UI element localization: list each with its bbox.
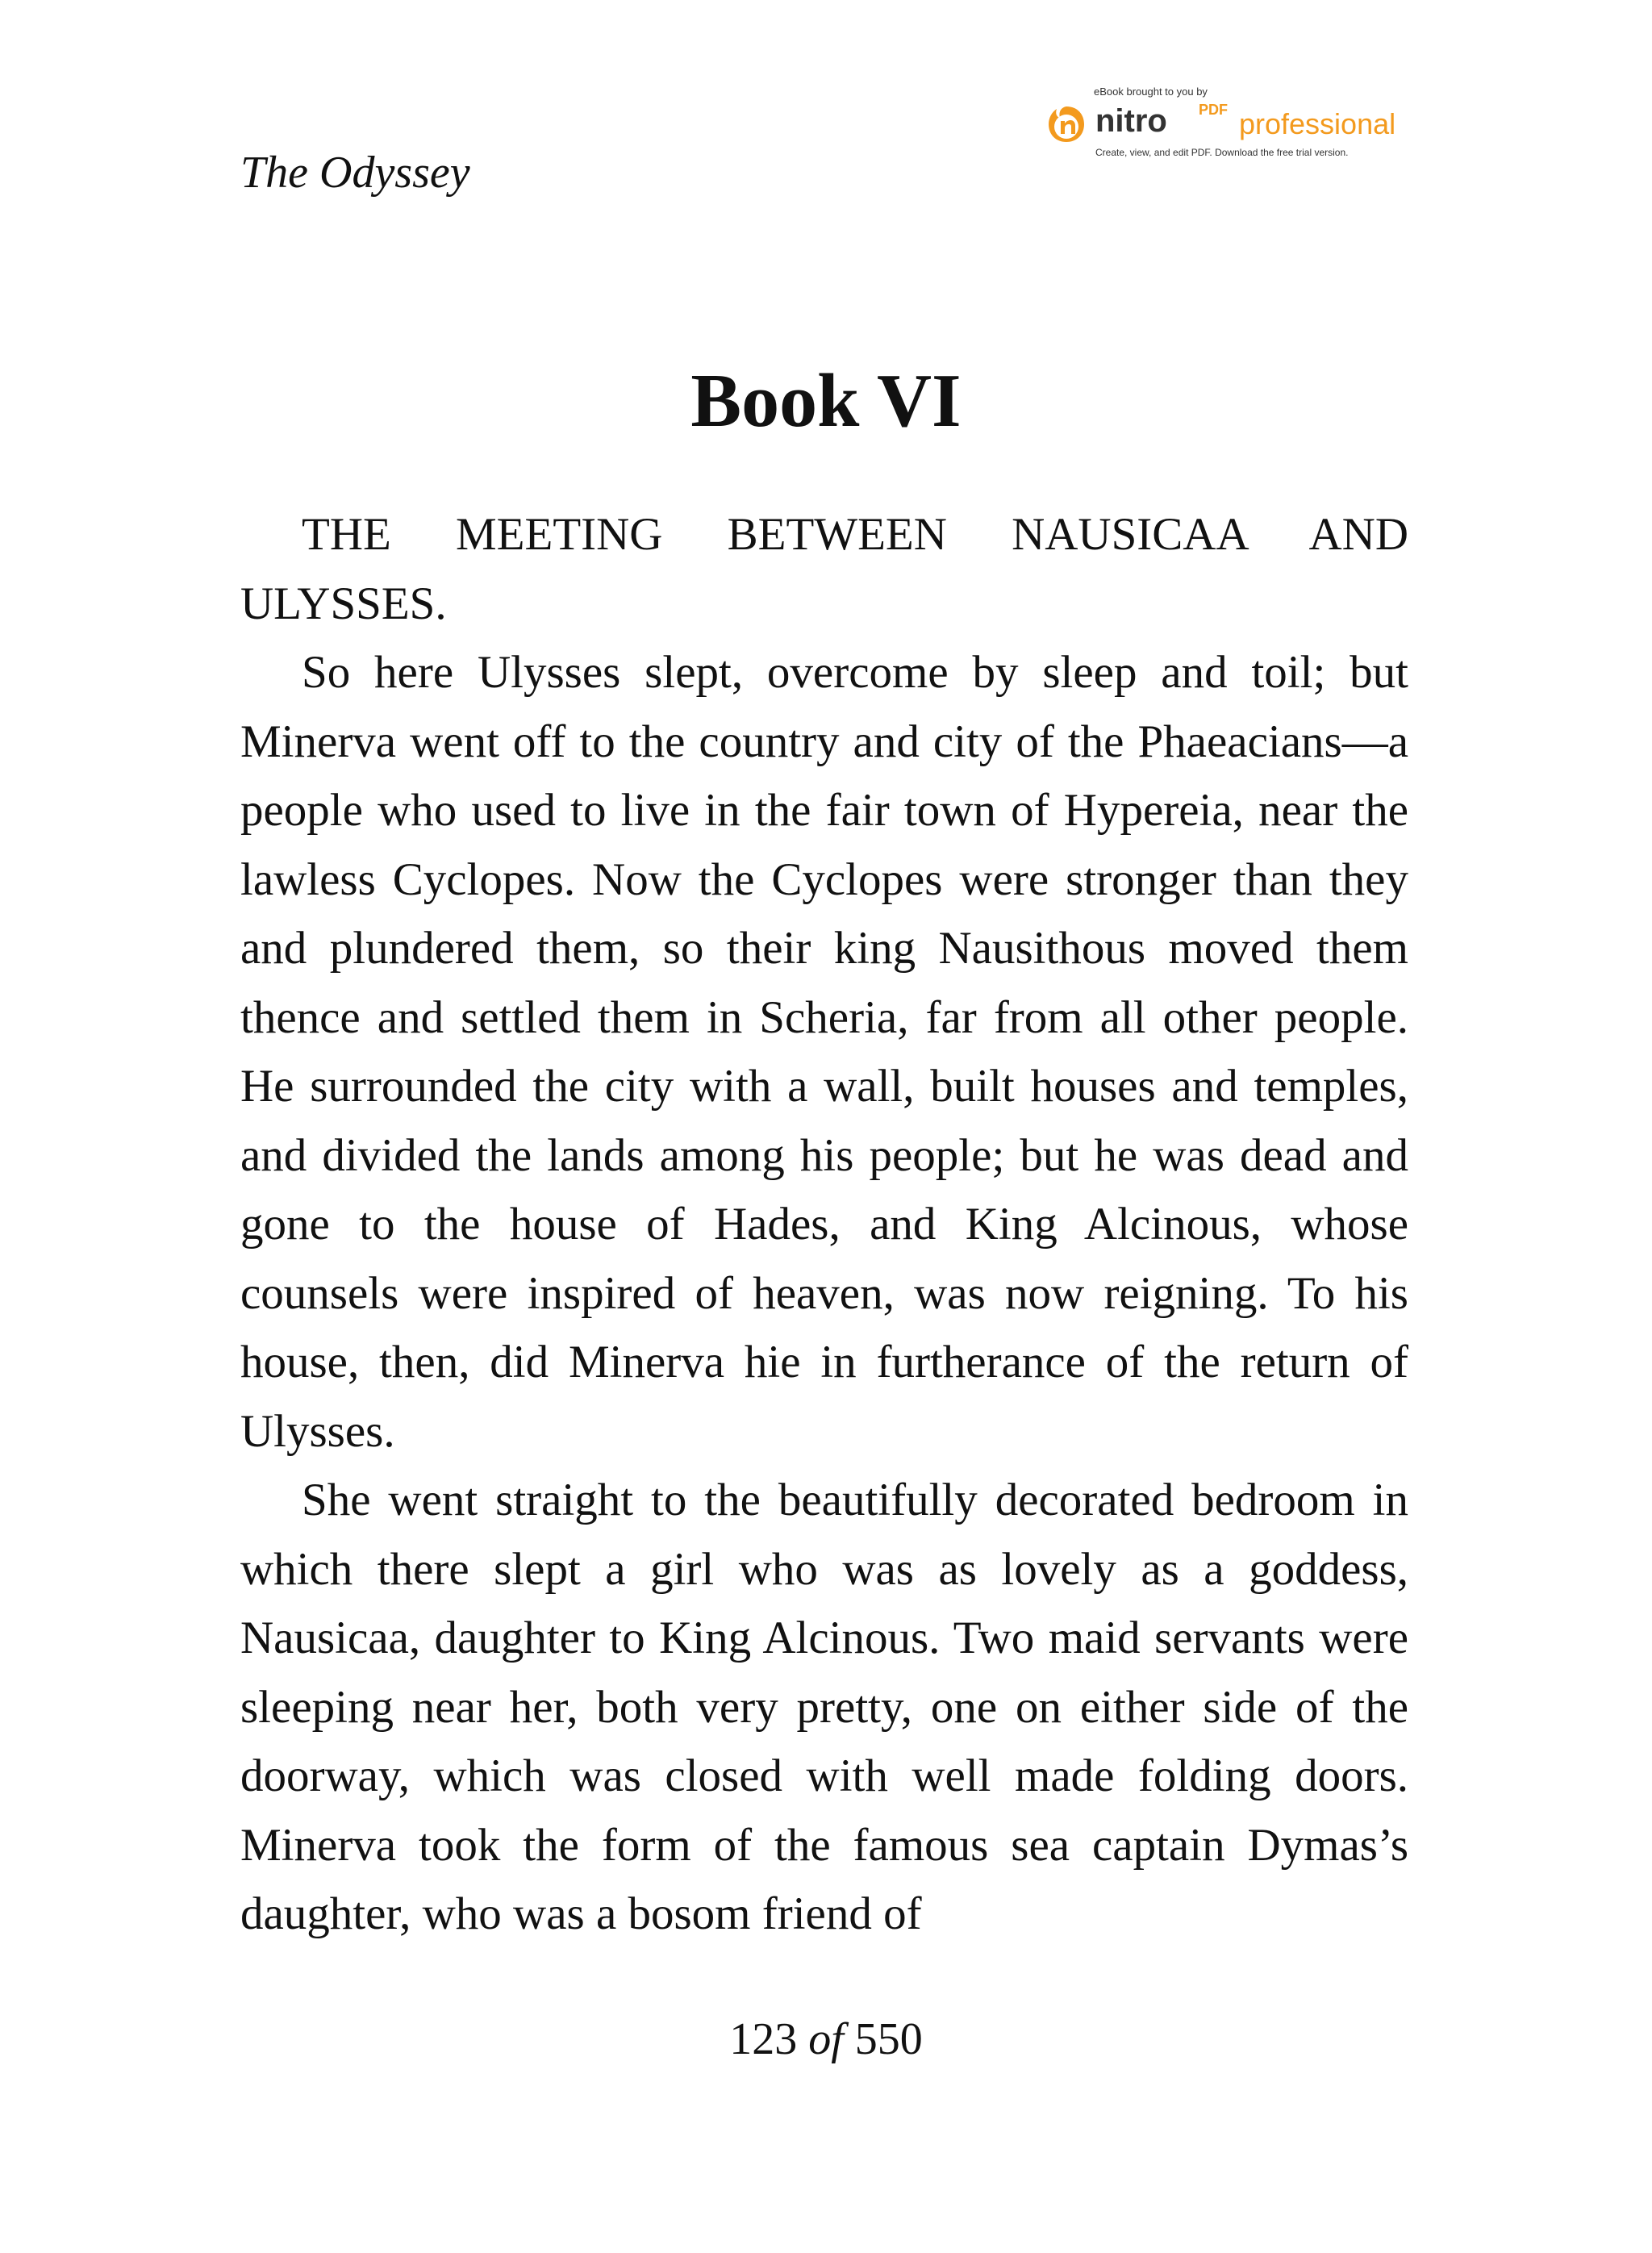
body-paragraph: So here Ulysses slept, overcome by sleep and toil; but Minerva went off to the country and city of the Phaeacians—a people who used to live in the fair town of Hypereia, near the lawless Cyclopes. Now the Cyclopes were stronger than they and plundered them, so their king Nausithous moved them thence and settled them in Scheria, far from all other people. He surrounded the city with a wall, built houses and temples, and divided the lands among his people; but he was dead and gone to the house of Hades, and King Alcinous, whose counsels were inspired of heaven, was now reigning. To his house, then, did Minerva hie in furtherance of the return of Ulysses.	[240, 647, 1408, 1457]
nitro-logo-icon	[1045, 103, 1087, 145]
running-title: The Odyssey	[240, 148, 470, 198]
chapter-title: Book VI	[690, 359, 962, 443]
badge-product: professional	[1239, 107, 1396, 140]
chapter-body	[240, 500, 1408, 1949]
page-current: 123	[729, 2014, 798, 2064]
badge-superscript: PDF	[1199, 102, 1228, 118]
page-of-label: of	[808, 2014, 844, 2064]
badge-tagline: Create, view, and edit PDF. Download the free trial version.	[1095, 147, 1349, 158]
badge-top-line: eBook brought to you by	[1094, 86, 1208, 98]
page-number	[0, 2014, 1652, 2064]
badge-brand: nitro	[1095, 103, 1167, 139]
nitro-pdf-badge[interactable]	[1045, 86, 1416, 166]
body-paragraph: She went straight to the beautifully decorated bedroom in which there slept a girl who was as lovely as a goddess, Nausicaa, daughter to King Alcinous. Two maid servants were sleeping near her, both very pretty, one on either side of the doorway, which was closed with well made folding doors. Minerva took the form of the famous sea captain Dymas’s daughter, who was a bosom friend of	[240, 1475, 1408, 1939]
subtitle-paragraph: THE MEETING BETWEEN NAUSICAA AND ULYSSES.	[240, 509, 1408, 629]
page-total: 550	[854, 2014, 923, 2064]
